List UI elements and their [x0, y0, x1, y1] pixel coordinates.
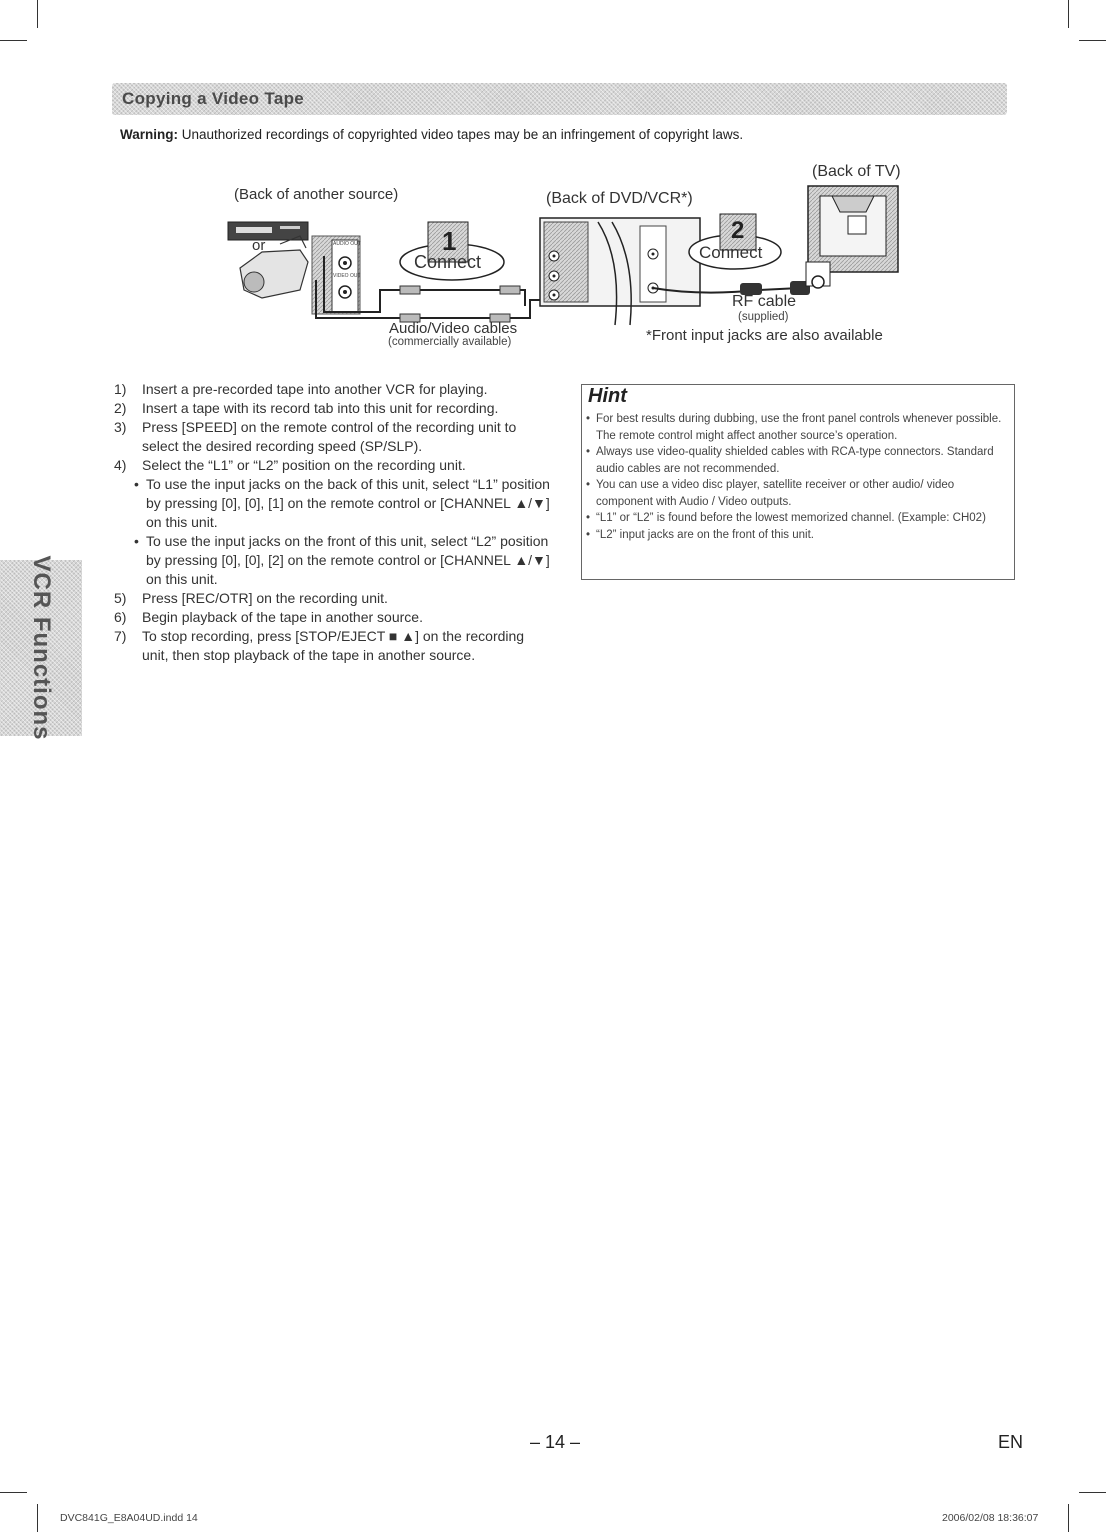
crop-mark: [1079, 1492, 1106, 1493]
step-text: Press [SPEED] on the remote control of the recording unit to select the desired recording speed (SP/SLP).: [142, 419, 517, 454]
rf-cable-label: RF cable: [732, 293, 797, 310]
step-item: [114, 380, 554, 399]
step-item: [114, 589, 554, 608]
connect-label-1: Connect: [414, 252, 482, 272]
step-item: [114, 608, 554, 627]
audio-video-cables-label: Audio/Video cables: [389, 320, 518, 337]
back-of-dvd-vcr-label: (Back of DVD/VCR*): [546, 190, 693, 207]
back-of-another-source-label: (Back of another source): [234, 186, 399, 203]
bullet-dot: •: [134, 533, 139, 549]
step-text: Begin playback of the tape in another source.: [142, 609, 423, 625]
step1-number: 1: [442, 226, 457, 256]
step-text: Select the “L1” or “L2” position on the recording unit.: [142, 457, 466, 473]
language-code: EN: [998, 1432, 1024, 1452]
hint-item: • “L1” or “L2” is found before the lowest memorized channel. (Example: CH02): [586, 510, 1006, 527]
tv-back-icon: [806, 186, 898, 288]
step-text: Insert a tape with its record tab into this unit for recording.: [142, 400, 499, 416]
step-bullet: [114, 532, 554, 589]
hint-text: “L2” input jacks are on the front of this unit.: [596, 528, 814, 541]
camcorder-icon: [240, 236, 308, 298]
step-bullet: [114, 475, 554, 532]
bullet-text: To use the input jacks on the back of this unit, select “L1” position by pressing [0], [0], [1] on the remote control or [CHANNEL ▲/▼] on this unit.: [146, 476, 550, 530]
bullet-dot: •: [134, 476, 139, 492]
hint-text: For best results during dubbing, use the front panel controls whenever possible. The remote control might affect another source’s operation.: [596, 413, 1002, 442]
steps-list: [114, 380, 554, 665]
step-number: 3): [114, 419, 127, 435]
hint-title: Hint: [588, 385, 627, 407]
back-of-tv-label: (Back of TV): [812, 163, 901, 180]
dvd-vcr-back-panel: [540, 218, 700, 325]
hint-box: [581, 384, 1015, 580]
step-text: Press [REC/OTR] on the recording unit.: [142, 590, 388, 606]
step-item: [114, 418, 554, 456]
connect-label-2: Connect: [699, 243, 763, 262]
crop-mark: [37, 1504, 38, 1532]
hint-item: • “L2” input jacks are on the front of this unit.: [586, 527, 1006, 544]
warning-label: Warning:: [120, 127, 178, 142]
or-label: or: [252, 237, 266, 254]
hint-item: • You can use a video disc player, satellite receiver or other audio/ video component with Audio / Video outputs.: [586, 477, 1006, 510]
side-section-label: VCR Functions: [28, 555, 55, 741]
section-title: Copying a Video Tape: [122, 89, 305, 108]
crop-mark: [0, 1492, 27, 1493]
front-input-note: *Front input jacks are also available: [646, 327, 883, 344]
diagram-graphics: [0, 0, 1106, 360]
step-text: To stop recording, press [STOP/EJECT ■ ▲] on the recording unit, then stop playback of the tape in another source.: [142, 628, 525, 663]
page-number: – 14 –: [530, 1432, 581, 1452]
hint-list: [586, 411, 1006, 543]
step-item: [114, 456, 554, 475]
step-number: 4): [114, 457, 127, 473]
crop-mark: [1068, 1504, 1069, 1532]
step-number: 7): [114, 628, 127, 644]
bullet-text: To use the input jacks on the front of this unit, select “L2” position by pressing [0], [0], [2] on the remote control or [CHANNEL ▲/▼] on this unit.: [146, 533, 550, 587]
step-text: Insert a pre-recorded tape into another VCR for playing.: [142, 381, 488, 397]
footer-timestamp: 2006/02/08 18:36:07: [942, 1512, 1039, 1524]
audio-out-label: AUDIO OUT: [333, 241, 361, 247]
rf-supplied-label: (supplied): [738, 311, 789, 323]
step2-number: 2: [731, 217, 745, 244]
hint-text: Always use video-quality shielded cables with RCA-type connectors. Standard audio cables are not recommended.: [596, 446, 994, 475]
hint-text: You can use a video disc player, satellite receiver or other audio/ video component with Audio / Video outputs.: [596, 479, 955, 508]
hint-item: • Always use video-quality shielded cables with RCA-type connectors. Standard audio cables are not recommended.: [586, 444, 1006, 477]
hint-item: • For best results during dubbing, use the front panel controls whenever possible. The remote control might affect another source’s operation.: [586, 411, 1006, 444]
footer-filename: DVC841G_E8A04UD.indd 14: [60, 1512, 198, 1524]
warning-body: Unauthorized recordings of copyrighted video tapes may be an infringement of copyright laws.: [181, 127, 744, 142]
step-number: 6): [114, 609, 127, 625]
video-out-label: VIDEO OUT: [333, 273, 361, 279]
commercially-available-label: (commercially available): [388, 336, 512, 348]
step-number: 5): [114, 590, 127, 606]
step-number: 2): [114, 400, 127, 416]
hint-text: “L1” or “L2” is found before the lowest memorized channel. (Example: CH02): [596, 512, 986, 524]
step-number: 1): [114, 381, 127, 397]
step-item: [114, 627, 554, 665]
step-item: [114, 399, 554, 418]
